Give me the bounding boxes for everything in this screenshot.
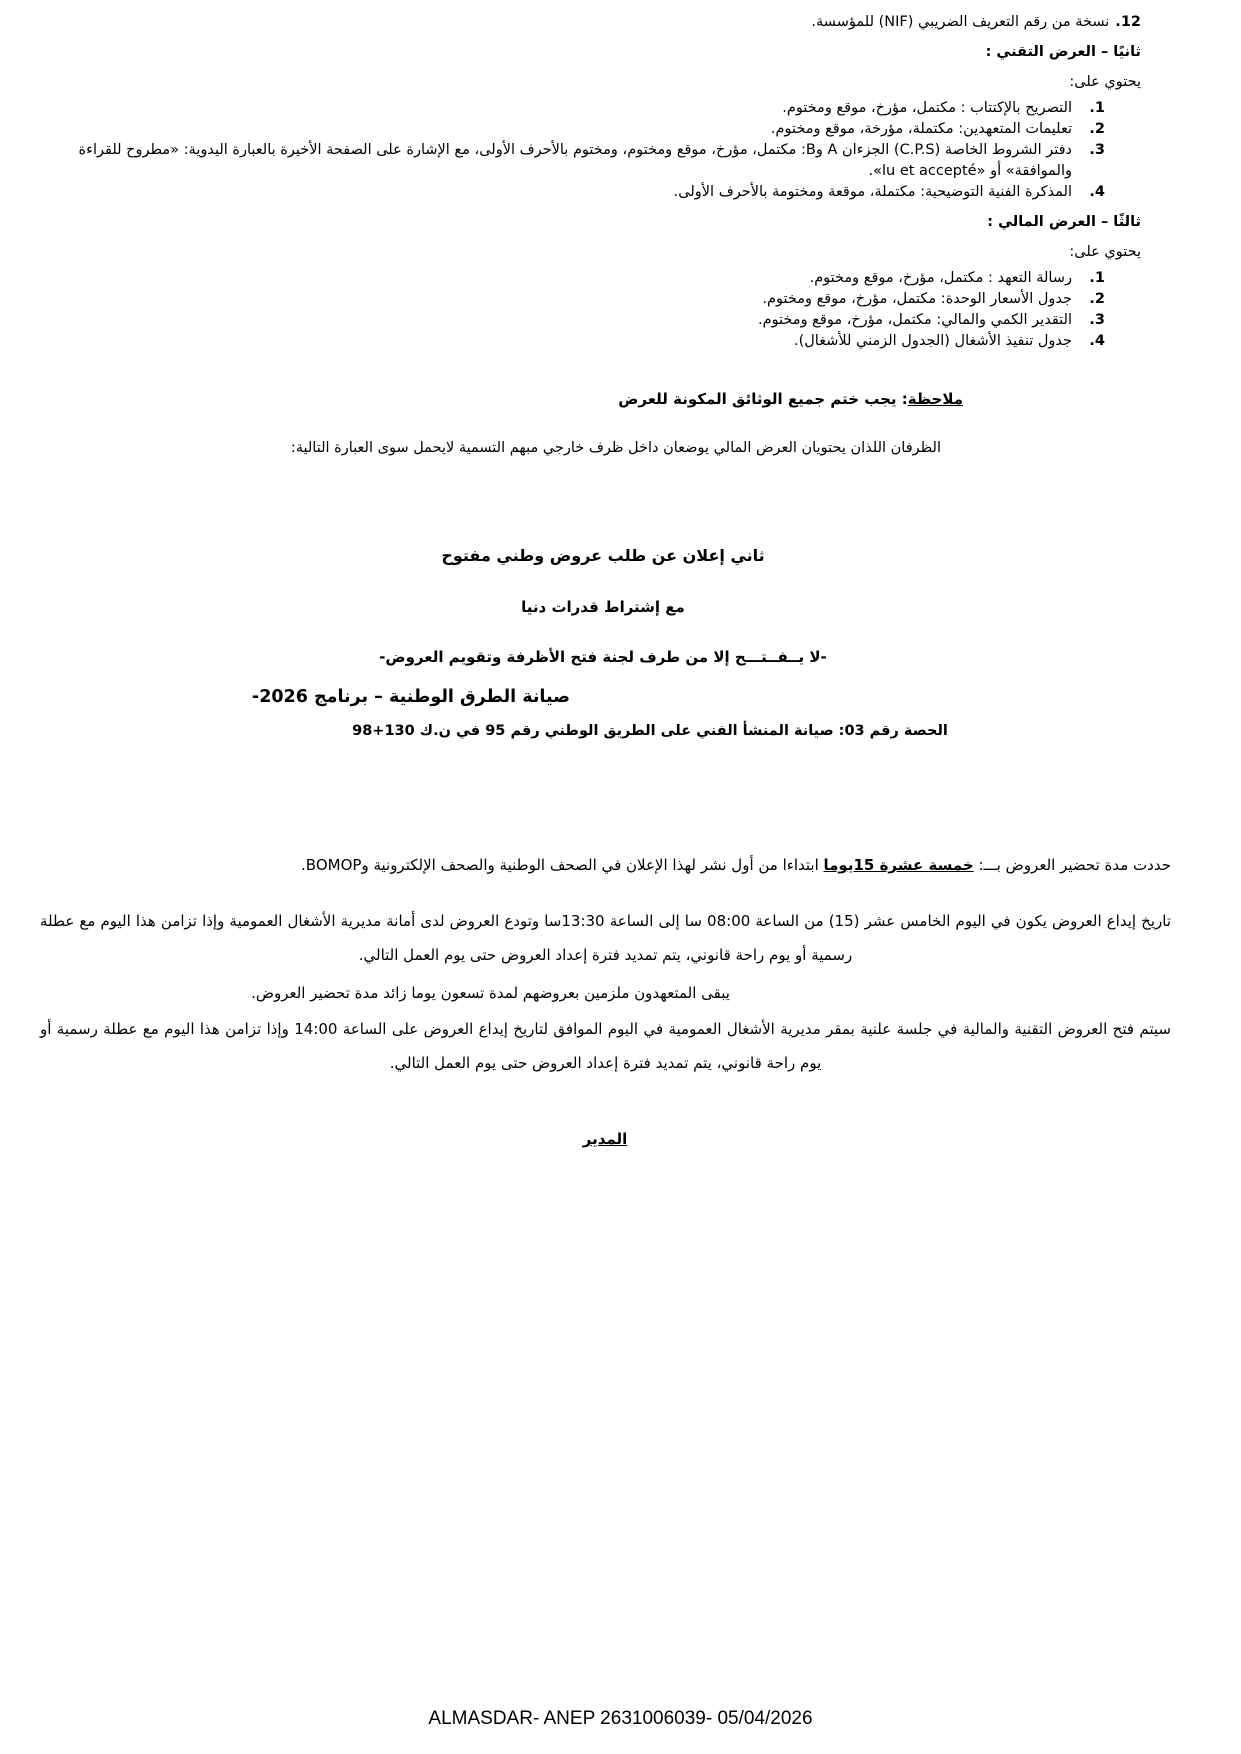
list-item [40,268,1105,289]
list-item [40,140,1105,182]
stamp-note [618,390,963,408]
list-item-number: 4. [1089,333,1105,349]
list-item-number: 2. [1089,291,1105,307]
tender-open-only-line: -لا يــفــتـــح إلا من طرف لجنة فتح الأظرفة وتقويم العروض- [379,648,827,666]
envelope-instruction: الظرفان اللذان يحتويان العرض المالي يوضعان داخل ظرف خارجي مبهم التسمية لايحمل سوى العبارة التالية: [290,440,941,456]
list-item [40,331,1105,352]
opening-paragraph: سيتم فتح العروض التقنية والمالية في جلسة علنية بمقر مديرية الأشغال العمومية في اليوم الموافق لتاريخ إيداع العروض على الساعة 14:00 وإذا تزامن هذا اليوم مع عطلة رسمية أو يوم راحة قانوني، يتم تمديد فترة إعداد العروض حتى يوم العمل التالي. [40,1020,1171,1072]
lot-line: الحصة رقم 03: صيانة المنشأ الفني على الطريق الوطني رقم 95 في ن.ك 130+98 [352,723,948,739]
item-text: نسخة من رقم التعريف الضريبي (NIF) للمؤسسة. [811,14,1110,30]
validity-paragraph: يبقى المتعهدون ملزمين بعروضهم لمدة تسعون يوما زائد مدة تحضير العروض. [251,984,730,1002]
technical-offer-heading: ثانيًا – العرض التقني : [985,44,1141,60]
director-signature-text: المدير [582,1130,628,1148]
financial-offer-contains: يحتوي على: [1069,244,1141,260]
list-item-text: المذكرة الفنية التوضيحية: مكتملة، موقعة ومختومة بالأحرف الأولى. [673,184,1072,200]
program-line: صيانة الطرق الوطنية – برنامج 2026- [251,687,571,707]
technical-offer-list [40,98,1141,203]
preparation-paragraph [40,848,1171,882]
technical-offer-contains: يحتوي على: [1069,74,1141,90]
list-item-text: جدول الأسعار الوحدة: مكتمل، مؤرخ، موقع ومختوم. [762,291,1072,307]
requirements-section [40,12,1141,352]
list-item-number: 4. [1089,184,1105,200]
list-item-number: 3. [1089,312,1105,328]
item-number: 12. [1115,14,1141,30]
director-signature [0,1130,1210,1148]
list-item-number: 3. [1089,142,1105,158]
preparation-duration: خمسة عشرة 15يوما [823,856,974,874]
nif-copy-item [40,12,1141,33]
financial-offer-heading: ثالثًا – العرض المالي : [987,214,1141,230]
list-item [40,289,1105,310]
list-item-text: دفتر الشروط الخاصة (C.P.S) الجزءان A وB: مكتمل، مؤرخ، موقع ومختوم، ومختوم بالأحرف الأولى، مع الإشارة على الصفحة الأخيرة بالعبارة اليدوية: «مطروح للقراءة والموافقة» أو «lu et accepté». [78,142,1072,179]
list-item-text: التقدير الكمي والمالي: مكتمل، مؤرخ، موقع ومختوم. [757,312,1072,328]
financial-offer-list [40,268,1141,352]
note-label: ملاحظة [907,390,963,408]
list-item [40,119,1105,140]
preparation-suffix: ابتداءا من أول نشر لهذا الإعلان في الصحف الوطنية والصحف الإلكترونية وBOMOP. [301,856,824,874]
list-item [40,182,1105,203]
deposit-paragraph: تاريخ إيداع العروض يكون في اليوم الخامس عشر (15) من الساعة 08:00 سا إلى الساعة 13:30سا وتودع العروض لدى أمانة مديرية الأشغال العمومية وإذا تزامن هذا اليوم مع عطلة رسمية أو يوم راحة قانوني، يتم تمديد فترة إعداد العروض حتى يوم العمل التالي. [40,912,1171,964]
list-item-number: 1. [1089,270,1105,286]
anep-footer: ALMASDAR- ANEP 2631006039- 05/04/2026 [428,1708,813,1729]
list-item-number: 1. [1089,100,1105,116]
list-item [40,310,1105,331]
list-item-text: رسالة التعهد : مكتمل، مؤرخ، موقع ومختوم. [809,270,1072,286]
list-item-text: تعليمات المتعهدين: مكتملة، مؤرخة، موقع ومختوم. [770,121,1072,137]
terms-section [40,848,1171,1080]
tender-title-line: ثاني إعلان عن طلب عروض وطني مفتوح [441,546,765,565]
list-item-number: 2. [1089,121,1105,137]
note-text: : يجب ختم جميع الوثائق المكونة للعرض [618,390,908,408]
tender-capacities-line: مع إشتراط قدرات دنيا [521,598,685,616]
list-item-text: التصريح بالإكتتاب : مكتمل، مؤرخ، موقع ومختوم. [782,100,1072,116]
list-item [40,98,1105,119]
preparation-prefix: حددت مدة تحضير العروض بـــ: [973,856,1171,874]
list-item-text: جدول تنفيذ الأشغال (الجدول الزمني للأشغال). [793,333,1072,349]
